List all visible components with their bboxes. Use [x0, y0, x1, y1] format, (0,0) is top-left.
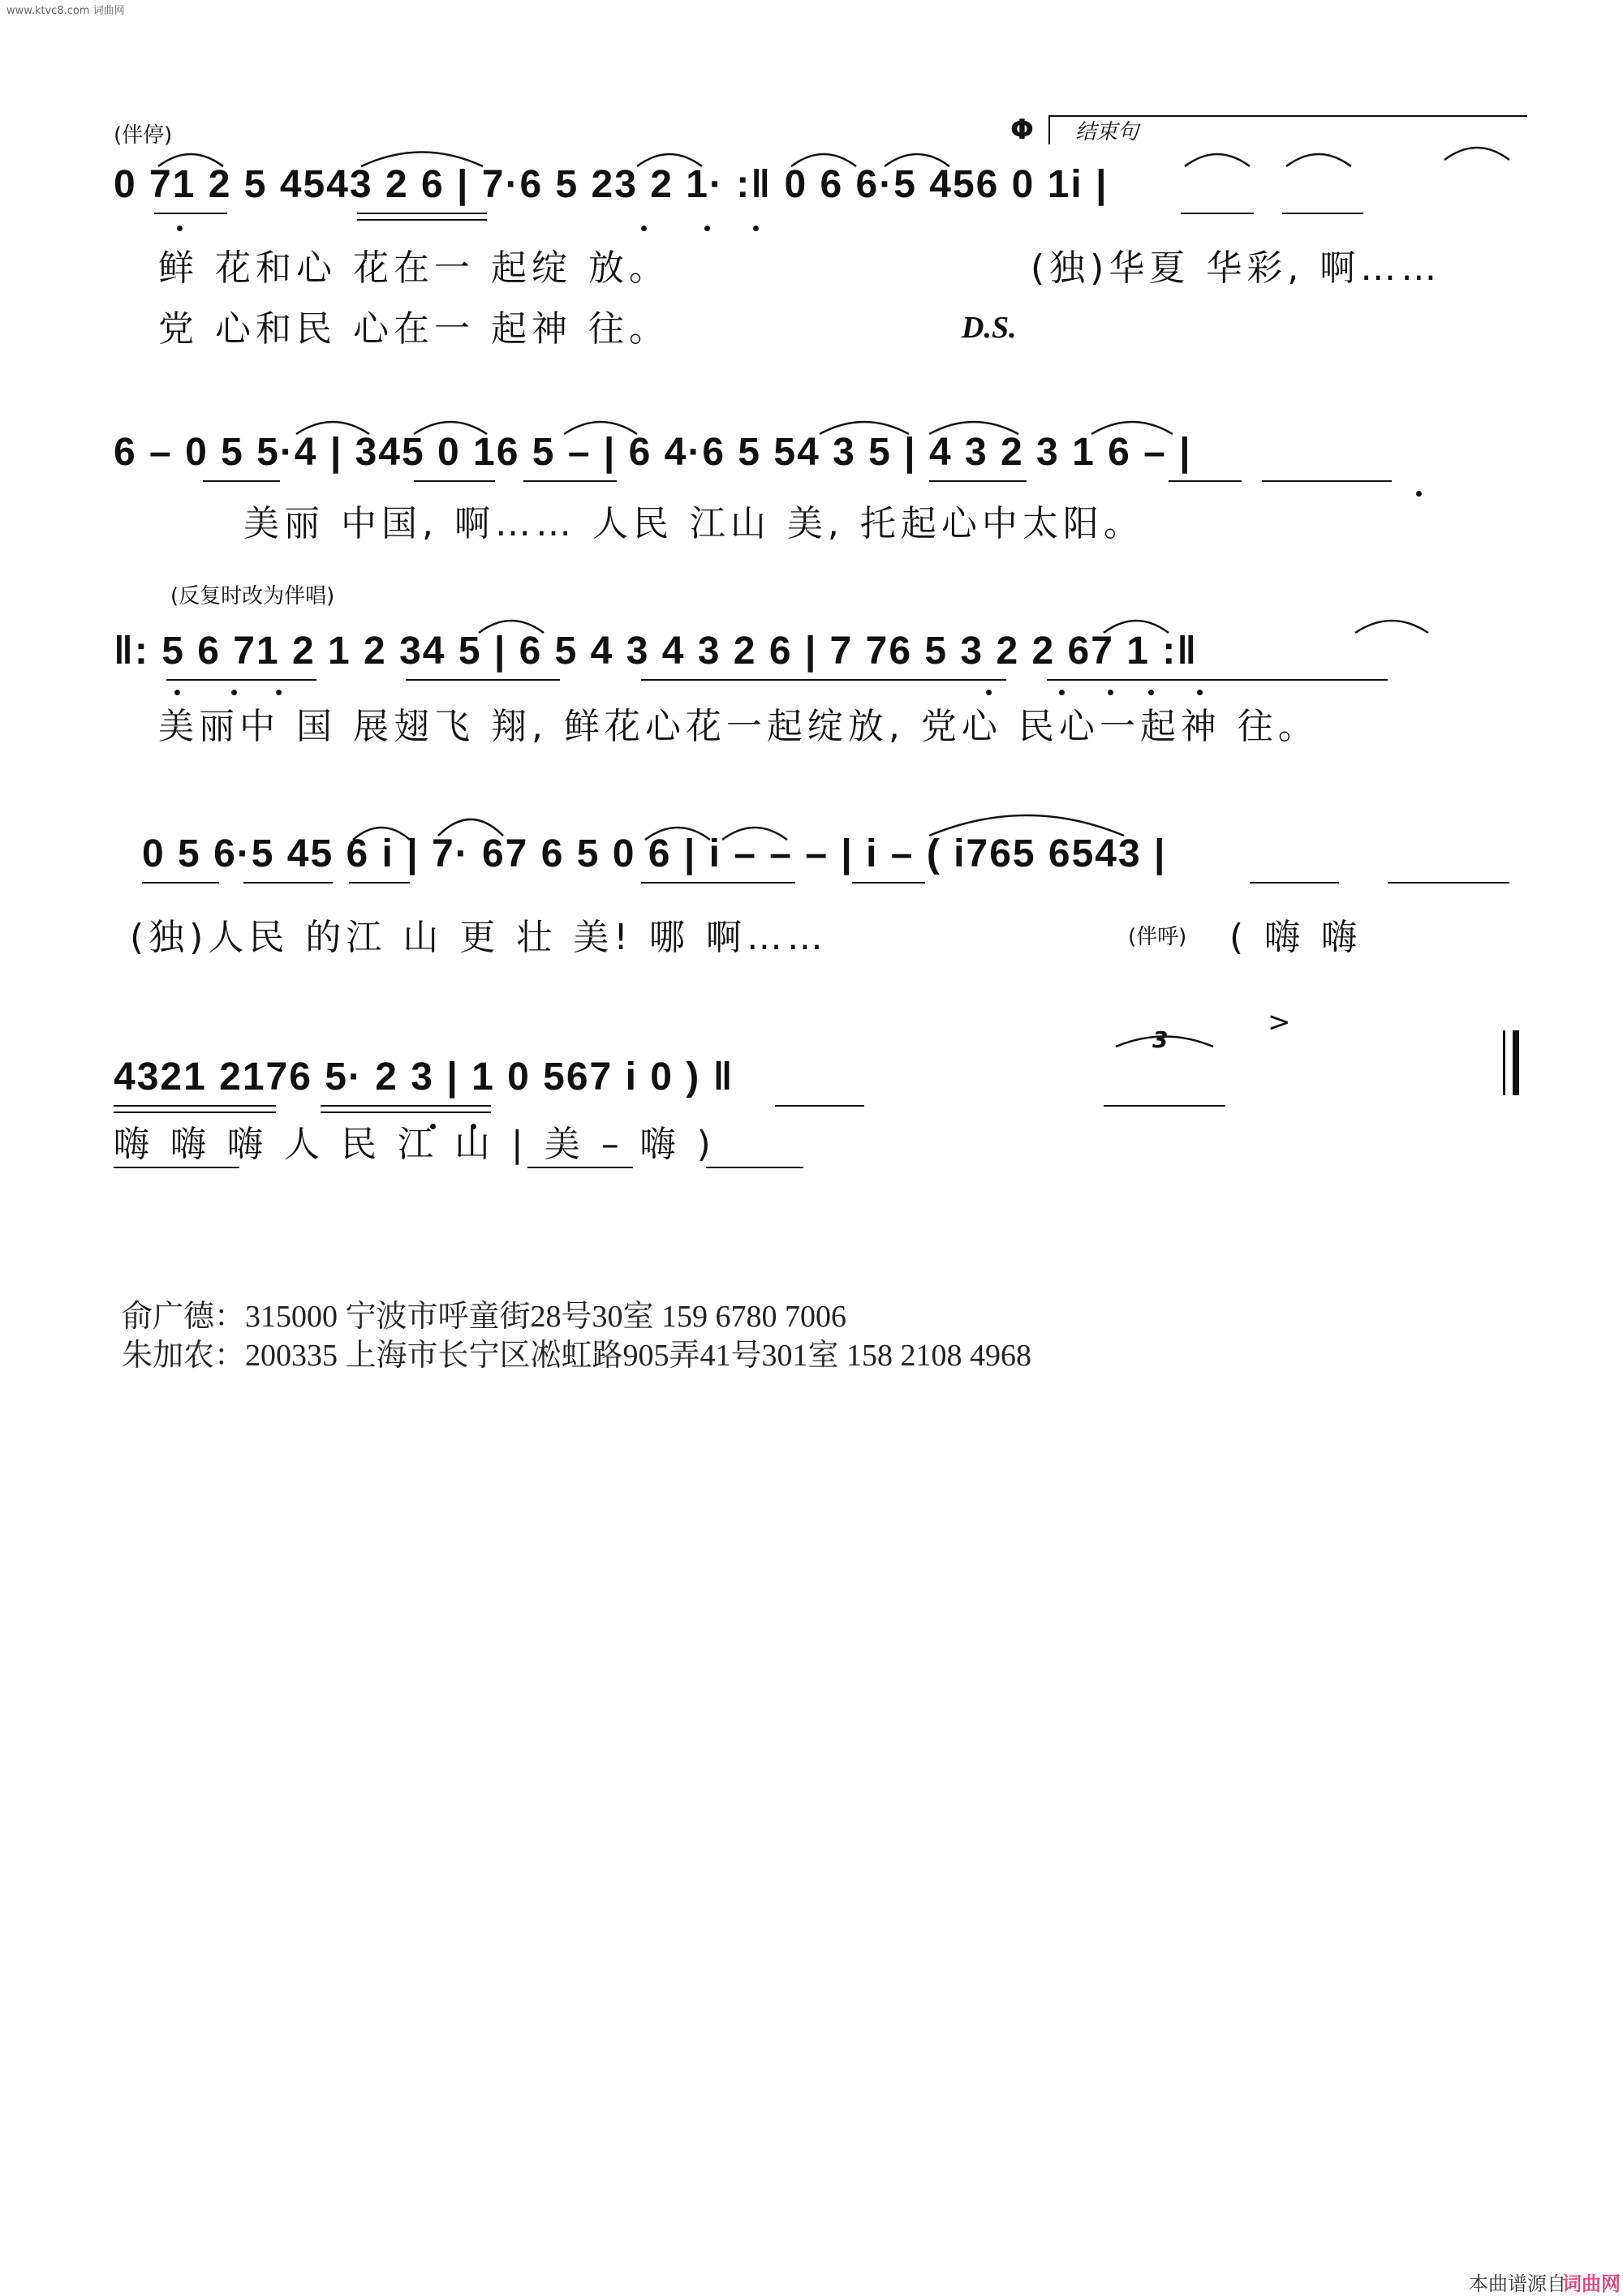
- contact-line-1: 俞广德：315000 宁波市呼童街28号30室 159 6780 7006: [122, 1300, 847, 1334]
- score-row-4-notes: 0 5 6·5 45 6 i | 7· 67 6 5 0 6 | i – – – | i – ( i765 6543 |: [142, 832, 1167, 875]
- underline-mark: [114, 1105, 276, 1107]
- score-row-1-lyrics-solo: (独)华夏 华彩, 啊……: [1031, 247, 1442, 289]
- score-row-2-notes: 6 – 0 5 5·4 | 345 0 16 5 – | 6 4·6 5 54 3 5 | 4 3 2 3 1 6 – |: [114, 431, 1192, 474]
- underline-mark: [1181, 213, 1254, 214]
- header-watermark: www.ktvc8.com 词曲网: [6, 5, 125, 17]
- underline-mark: [929, 480, 1027, 482]
- score-row-1-lyrics-verse1: 鲜 花和心 花在一 起绽 放。: [158, 247, 669, 289]
- octave-dot-below: [1197, 690, 1203, 695]
- octave-dot-below: [276, 690, 282, 695]
- underline-mark: [641, 679, 1006, 681]
- contact-line-2: 朱加农：200335 上海市长宁区凇虹路905弄41号301室 158 2108 4968: [122, 1339, 1032, 1373]
- underline-mark: [166, 679, 316, 681]
- underline-mark: [527, 1167, 633, 1168]
- underline-mark: [142, 882, 219, 884]
- score-row-1-lyrics-verse2: 党 心和民 心在一 起神 往。: [158, 308, 669, 350]
- octave-dot-below: [1416, 491, 1422, 497]
- annotation-accomp-stop: (伴停): [114, 123, 173, 148]
- octave-dot-below: [1108, 690, 1113, 695]
- underline-mark: [357, 213, 487, 214]
- underline-mark: [1169, 480, 1242, 482]
- underline-mark: [321, 1111, 491, 1113]
- coda-icon: Φ: [1010, 114, 1034, 146]
- score-row-2-lyrics: 美丽 中国, 啊…… 人民 江山 美, 托起心中太阳。: [243, 503, 1144, 544]
- underline-mark: [1262, 480, 1392, 482]
- underline-mark: [114, 1167, 239, 1168]
- footer-site-logo[interactable]: 词曲网: [1562, 2272, 1621, 2295]
- ending-label: 结束句: [1075, 120, 1139, 144]
- underline-mark: [1104, 1105, 1225, 1107]
- slur-mark: [1181, 146, 1254, 170]
- score-row-5-notes: 4321 2176 5· 2 3 | 1 0 567 i 0 ) ‖: [114, 1056, 734, 1099]
- underline-mark: [414, 480, 495, 482]
- octave-dot-below: [177, 226, 183, 231]
- slur-mark: [1351, 613, 1432, 637]
- octave-dot-below: [641, 226, 647, 231]
- underline-mark: [775, 1105, 864, 1107]
- underline-mark: [114, 1111, 276, 1113]
- underline-mark: [1047, 679, 1388, 681]
- underline-mark: [706, 1167, 803, 1168]
- score-row-5-lyrics: 嗨 嗨 嗨 人 民 江 山 | 美 – 嗨 ): [114, 1124, 716, 1165]
- underline-mark: [357, 219, 487, 221]
- final-barline-thin: [1503, 1030, 1505, 1095]
- score-row-4-lyrics-end: ( 嗨 嗨: [1229, 917, 1363, 958]
- underline-mark: [523, 480, 617, 482]
- underline-mark: [641, 882, 795, 884]
- underline-mark: [406, 679, 560, 681]
- octave-dot-below: [1059, 690, 1065, 695]
- octave-dot-below: [1148, 690, 1154, 695]
- octave-dot-below: [231, 690, 237, 695]
- underline-mark: [1250, 882, 1339, 884]
- octave-dot-below: [986, 690, 992, 695]
- octave-dot-below: [174, 690, 180, 695]
- slur-mark: [1112, 1030, 1217, 1051]
- annotation-accomp-call: (伴呼): [1128, 925, 1187, 949]
- slur-mark: [1440, 140, 1513, 164]
- underline-mark: [243, 882, 333, 884]
- underline-mark: [349, 882, 410, 884]
- underline-mark: [852, 882, 925, 884]
- octave-dot-below: [753, 226, 759, 231]
- underline-mark: [203, 480, 280, 482]
- dal-segno-mark: D.S.: [962, 311, 1017, 345]
- triplet-mark: 3: [1152, 1026, 1169, 1053]
- underline-mark: [1388, 882, 1509, 884]
- slur-mark: [1282, 146, 1355, 170]
- annotation-repeat-chorus: (反复时改为伴唱): [170, 584, 335, 608]
- underline-mark: [1282, 213, 1363, 214]
- final-barline-thick: [1513, 1030, 1519, 1095]
- score-row-3-notes: ‖: 5 6 71 2 1 2 34 5 | 6 5 4 3 4 3 2 6 | 7 76 5 3 2 2 67 1 :‖: [114, 630, 1199, 673]
- underline-mark: [154, 213, 227, 214]
- ending-bracket-top: [1048, 115, 1527, 117]
- score-row-3-lyrics: 美丽中 国 展翅飞 翔, 鲜花心花一起绽放, 党心 民心一起神 往。: [158, 706, 1319, 747]
- octave-dot-below: [704, 226, 710, 231]
- ending-bracket-side: [1048, 115, 1050, 144]
- accent-mark: >: [1268, 1006, 1291, 1038]
- footer-source-label: 本曲谱源自: [1469, 2272, 1566, 2295]
- score-row-4-lyrics: (独)人民 的江 山 更 壮 美! 哪 啊……: [130, 917, 828, 958]
- score-row-1-notes: 0 71 2 5 4543 2 6 | 7·6 5 23 2 1· :‖ 0 6 6·5 456 0 1i |: [114, 163, 1109, 206]
- underline-mark: [321, 1105, 491, 1107]
